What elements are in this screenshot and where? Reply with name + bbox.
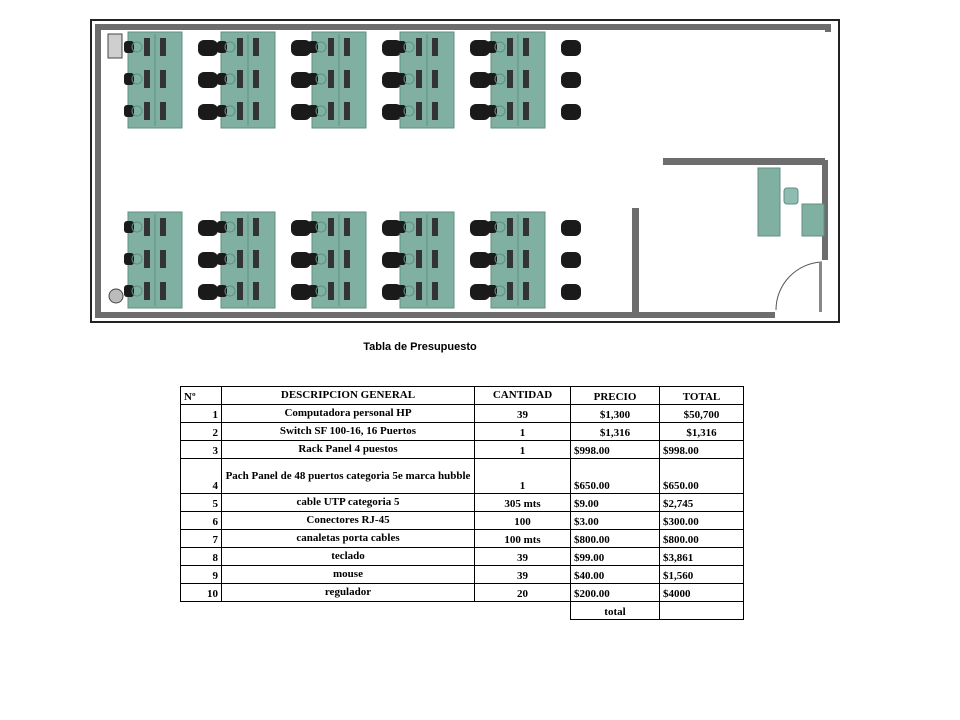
floor-plan-frame [91,20,839,322]
row-description: canaletas porta cables [222,530,475,548]
monitor-right [523,250,529,268]
monitor-left [507,102,513,120]
monitor-right [160,218,166,236]
row-price: $3.00 [571,512,660,530]
chair-right [198,40,218,56]
monitor-right [344,282,350,300]
row-price: $40.00 [571,566,660,584]
row-total: $650.00 [660,459,744,494]
wall-office-partition [632,208,639,318]
row-quantity: 1 [475,423,571,441]
chair-right [198,72,218,88]
row-description: Computadora personal HP [222,405,475,423]
monitor-right [523,38,529,56]
header-quantity: CANTIDAD [475,387,571,405]
table-footer-row [181,602,744,620]
row-number: 1 [181,405,222,423]
row-quantity: 100 mts [475,530,571,548]
monitor-left [144,38,150,56]
monitor-right [523,70,529,88]
monitor-right [432,250,438,268]
regulator-equipment [109,289,123,303]
row-total: $800.00 [660,530,744,548]
row-total: $1,316 [660,423,744,441]
table-row [181,548,744,566]
row-total: $4000 [660,584,744,602]
monitor-left [416,102,422,120]
monitor-left [328,38,334,56]
header-description: DESCRIPCION GENERAL [222,387,475,405]
row-quantity: 100 [475,512,571,530]
monitor-right [160,70,166,88]
wall-bottom [95,312,775,318]
rack-equipment [108,34,122,58]
chair-right [561,72,581,88]
monitor-left [507,70,513,88]
row-quantity: 39 [475,405,571,423]
monitor-left [416,70,422,88]
row-number: 7 [181,530,222,548]
row-total: $50,700 [660,405,744,423]
row-quantity: 20 [475,584,571,602]
row-price: $1,300 [571,405,660,423]
monitor-left [237,218,243,236]
monitor-right [253,70,259,88]
monitor-left [144,70,150,88]
row-number: 6 [181,512,222,530]
row-total: $998.00 [660,441,744,459]
monitor-left [328,282,334,300]
monitor-left [237,250,243,268]
monitor-right [432,218,438,236]
office-chair [784,188,798,204]
wall-right-upper [825,24,831,32]
row-price: $9.00 [571,494,660,512]
row-number: 10 [181,584,222,602]
monitor-left [237,102,243,120]
row-description: Switch SF 100-16, 16 Puertos [222,423,475,441]
monitor-left [237,282,243,300]
monitor-right [523,282,529,300]
chair-right [561,220,581,236]
monitor-right [160,102,166,120]
table-row [181,459,744,494]
office-desk-return [802,204,824,236]
monitor-left [507,38,513,56]
row-total: $1,560 [660,566,744,584]
header-price: PRECIO [571,387,660,405]
row-quantity: 1 [475,441,571,459]
row-total: $300.00 [660,512,744,530]
monitor-right [344,70,350,88]
chair-right [198,284,218,300]
table-row [181,566,744,584]
row-description: mouse [222,566,475,584]
monitor-left [416,250,422,268]
table-row [181,441,744,459]
monitor-right [344,38,350,56]
chair-right [561,284,581,300]
door-leaf [819,262,822,312]
row-price: $200.00 [571,584,660,602]
row-price: $998.00 [571,441,660,459]
office-desk [758,168,780,236]
row-total: $2,745 [660,494,744,512]
row-price: $650.00 [571,459,660,494]
chair-right [198,220,218,236]
row-description: Pach Panel de 48 puertos categoria 5e marca hubble [222,459,475,494]
wall-office-top [663,158,825,165]
monitor-right [344,102,350,120]
row-total: $3,861 [660,548,744,566]
row-description: Rack Panel 4 puestos [222,441,475,459]
table-header-row [181,387,744,405]
monitor-left [328,218,334,236]
monitor-left [416,218,422,236]
monitor-left [507,282,513,300]
monitor-left [144,102,150,120]
wall-top [95,24,825,30]
table-row [181,530,744,548]
header-total: TOTAL [660,387,744,405]
monitor-left [237,38,243,56]
row-quantity: 1 [475,459,571,494]
row-quantity: 39 [475,566,571,584]
footer-total-label: total [571,602,660,620]
row-description: regulador [222,584,475,602]
monitor-right [253,250,259,268]
table-caption: Tabla de Presupuesto [363,341,477,353]
monitor-left [507,250,513,268]
monitor-left [237,70,243,88]
table-row [181,494,744,512]
monitor-left [144,218,150,236]
row-number: 9 [181,566,222,584]
chair-right [561,40,581,56]
monitor-left [507,218,513,236]
row-number: 8 [181,548,222,566]
monitor-right [523,218,529,236]
monitor-right [432,282,438,300]
row-price: $800.00 [571,530,660,548]
monitor-right [253,38,259,56]
row-quantity: 305 mts [475,494,571,512]
table-row [181,423,744,441]
row-number: 4 [181,459,222,494]
monitor-right [344,250,350,268]
chair-right [561,252,581,268]
monitor-left [416,38,422,56]
header-number: Nº [181,387,222,405]
row-description: Conectores RJ-45 [222,512,475,530]
monitor-right [432,102,438,120]
monitor-left [328,102,334,120]
row-number: 5 [181,494,222,512]
chair-right [561,104,581,120]
monitor-right [523,102,529,120]
row-price: $1,316 [571,423,660,441]
budget-table [180,386,744,620]
monitor-left [144,250,150,268]
monitor-right [344,218,350,236]
chair-right [198,252,218,268]
monitor-right [253,102,259,120]
row-number: 3 [181,441,222,459]
row-description: cable UTP categoria 5 [222,494,475,512]
footer-total-value [660,602,744,620]
row-price: $99.00 [571,548,660,566]
row-quantity: 39 [475,548,571,566]
monitor-left [416,282,422,300]
row-description: teclado [222,548,475,566]
monitor-left [328,70,334,88]
monitor-left [328,250,334,268]
monitor-right [253,218,259,236]
monitor-right [432,38,438,56]
table-row [181,512,744,530]
table-row [181,405,744,423]
row-number: 2 [181,423,222,441]
wall-left [95,24,101,318]
monitor-right [160,250,166,268]
monitor-left [144,282,150,300]
office-floor-plan [0,0,960,330]
monitor-right [160,38,166,56]
table-row [181,584,744,602]
monitor-right [253,282,259,300]
monitor-right [432,70,438,88]
monitor-right [160,282,166,300]
chair-right [198,104,218,120]
